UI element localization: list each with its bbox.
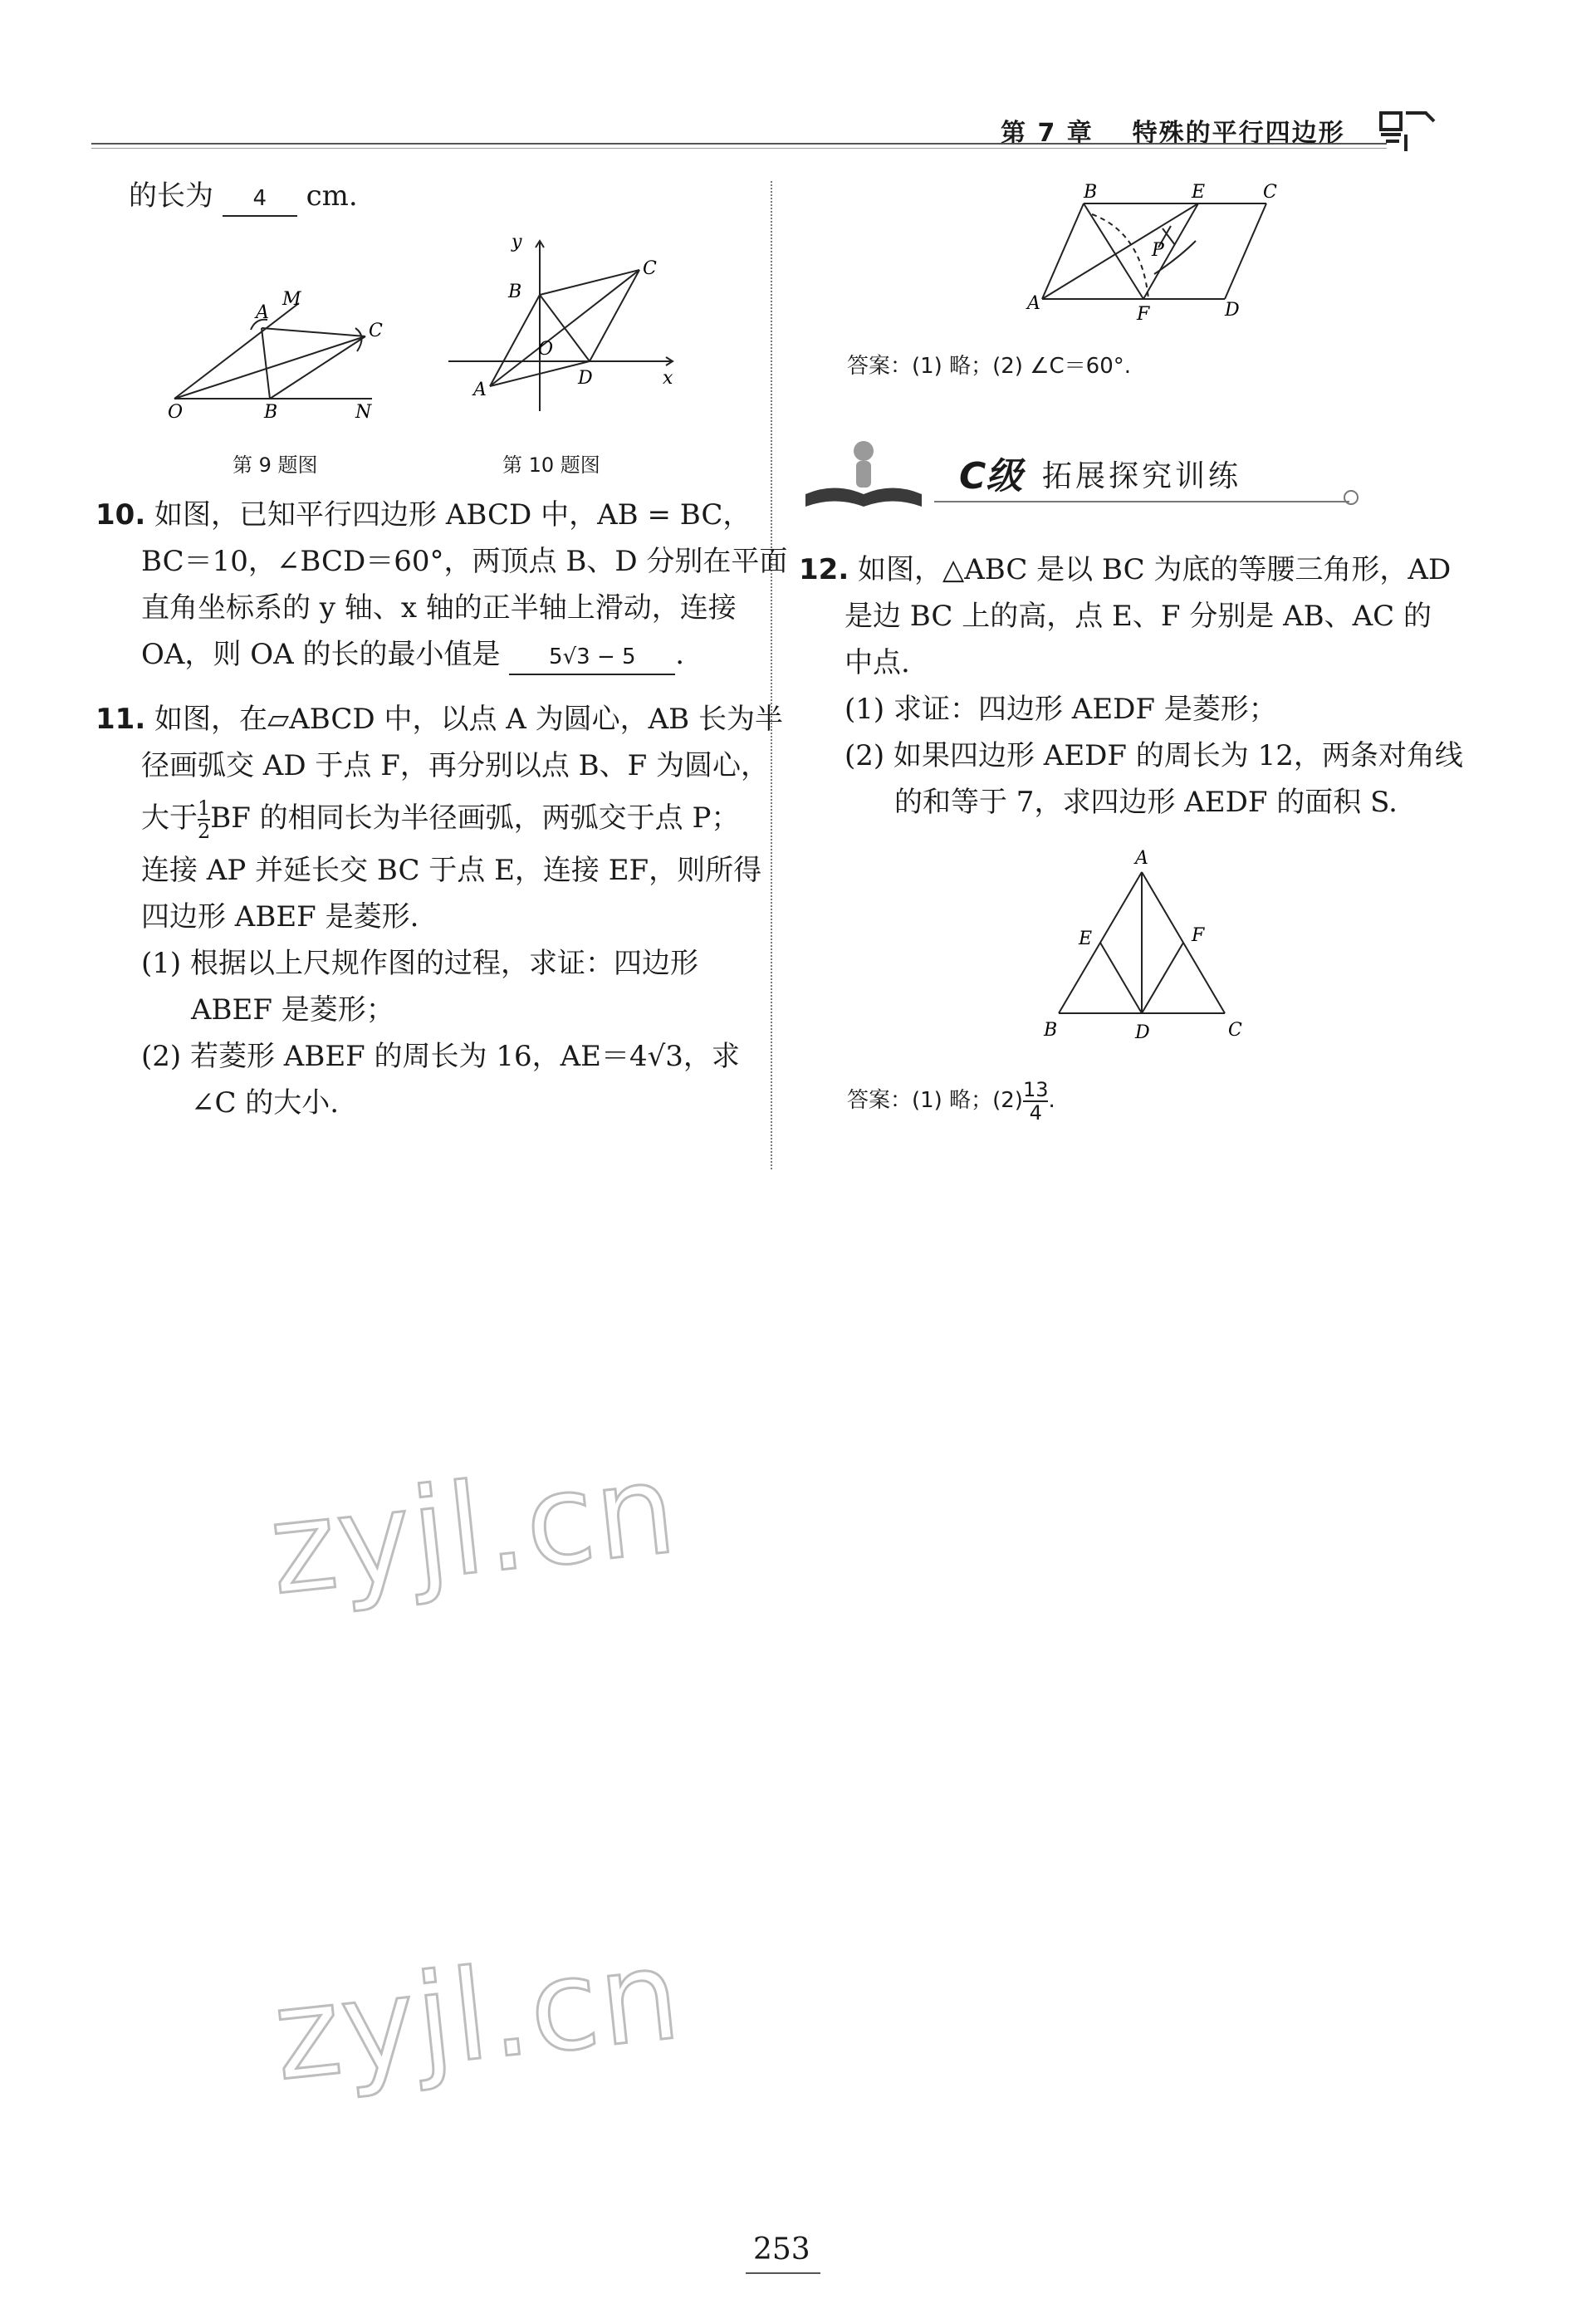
q12-number: 12. [799, 553, 849, 586]
q12-answer: 答案：(1) 略；(2) $\frac{13}{4}$ . [847, 1077, 1055, 1125]
q11-part-2: (2) 若菱形 ABEF 的周长为 16，AE＝4√3，求 [141, 1040, 740, 1073]
q12-part-2-cont: 的和等于 7，求四边形 AEDF 的面积 S. [894, 786, 1398, 819]
q12-part-1: (1) 求证：四边形 AEDF 是菱形； [845, 693, 1277, 726]
q11-part-1-cont: ABEF 是菱形； [191, 993, 394, 1027]
q10-line-1: 10. 如图，已知平行四边形 ABCD 中，AB = BC， [95, 498, 751, 532]
fig11-label-D: D [1225, 300, 1240, 321]
chapter-number: 第 7 章 [1001, 119, 1094, 148]
fig10-label-C: C [643, 258, 657, 279]
figure-9 [158, 278, 407, 424]
fig11-label-A: A [1027, 293, 1040, 314]
fig10-label-A: A [473, 380, 487, 400]
fig12-label-F: F [1192, 925, 1205, 946]
fig9-label-B: B [264, 402, 278, 423]
q11-line-1: 11. 如图，在▱ABCD 中，以点 A 为圆心，AB 长为半 [95, 703, 783, 736]
banner-rule [934, 501, 1349, 502]
fig9-label-O: O [168, 402, 184, 423]
fig11-label-F: F [1137, 304, 1150, 324]
q11-line-2: 径画弧交 AD 于点 F，再分别以点 B、F 为圆心， [141, 749, 770, 782]
figure-10-caption: 第 10 题图 [502, 453, 600, 477]
q11-answer: 答案：(1) 略；(2) ∠C＝60°. [847, 354, 1131, 379]
figure-9-caption: 第 9 题图 [233, 453, 318, 477]
q11-line-4: 连接 AP 并延长交 BC 于点 E，连接 EF，则所得 [141, 854, 762, 887]
fig12-label-B: B [1044, 1020, 1058, 1041]
question-12 [799, 546, 1463, 826]
q12-line-3: 中点. [845, 646, 910, 679]
level-label: C级 [959, 455, 1023, 497]
fig12-label-A: A [1135, 848, 1148, 869]
q12-line-1: 12. 如图，△ABC 是以 BC 为底的等腰三角形，AD [799, 553, 1452, 586]
q11-fraction-half: $\frac{1}{2}$ [198, 796, 211, 843]
fig9-label-M: M [282, 289, 301, 310]
q10-number: 10. [95, 498, 146, 532]
banner-title: 拓展探究训练 [1042, 459, 1242, 493]
reader-book-icon [801, 436, 926, 511]
banner-end-dot-icon [1341, 488, 1361, 507]
q11-number: 11. [95, 703, 146, 736]
fig9-label-A: A [256, 302, 269, 323]
figure-12 [1034, 843, 1258, 1051]
q11-line-5: 四边形 ABEF 是菱形. [141, 900, 419, 934]
figure-10 [440, 233, 689, 415]
fig10-label-O: O [538, 339, 554, 360]
c-level-banner [801, 436, 1366, 511]
fig11-label-E: E [1192, 183, 1206, 203]
q10-line-3: 直角坐标系的 y 轴、x 轴的正半轴上滑动，连接 [141, 591, 737, 625]
fig12-label-D: D [1135, 1022, 1150, 1043]
q11-part-1: (1) 根据以上尺规作图的过程，求证：四边形 [141, 947, 698, 980]
question-11 [95, 696, 783, 1126]
header-ornament-icon [1374, 106, 1441, 156]
q10-answer-blank: 5√3 − 5 [509, 640, 675, 675]
page-number-rule [746, 2272, 820, 2274]
watermark-2: zyjl.cn [267, 1922, 688, 2110]
q12-part-2: (2) 如果四边形 AEDF 的周长为 12，两条对角线 [845, 739, 1463, 772]
fig10-label-x: x [663, 368, 673, 389]
page-number: 253 [753, 2232, 810, 2267]
fig9-label-N: N [355, 402, 372, 423]
figure-11 [1017, 183, 1291, 324]
q11-line-3: 大于 $\frac{1}{2}$ BF 的相同长为半径画弧，两弧交于点 P； [141, 796, 740, 843]
fig11-label-B: B [1084, 183, 1098, 203]
fig10-label-y: y [512, 233, 522, 252]
q10-line-4: OA，则 OA 的长的最小值是 5√3 − 5 . [95, 631, 787, 678]
q9-answer-line: 的长为 4 cm. [129, 173, 358, 219]
q12-answer-fraction: $\frac{13}{4}$ [1022, 1077, 1049, 1125]
fig11-label-P: P [1152, 240, 1164, 261]
q9-answer-blank: 4 [223, 182, 297, 217]
fig10-label-B: B [508, 282, 522, 302]
fig12-label-C: C [1228, 1020, 1242, 1041]
fig9-label-C: C [369, 321, 383, 341]
q10-line-2: BC＝10，∠BCD＝60°，两顶点 B、D 分别在平面 [141, 545, 788, 578]
chapter-title: 特殊的平行四边形 [1132, 119, 1345, 148]
q11-part-2-cont: ∠C 的大小. [191, 1086, 340, 1120]
fig12-label-E: E [1079, 929, 1093, 949]
header-rule-thin [91, 148, 1387, 149]
watermark-1: zyjl.cn [263, 1436, 683, 1624]
question-10 [95, 492, 787, 678]
fig10-label-D: D [578, 368, 593, 389]
fig11-label-C: C [1263, 183, 1277, 203]
q12-line-2: 是边 BC 上的高，点 E、F 分别是 AB、AC 的 [845, 600, 1432, 633]
header-rule [91, 143, 1387, 145]
